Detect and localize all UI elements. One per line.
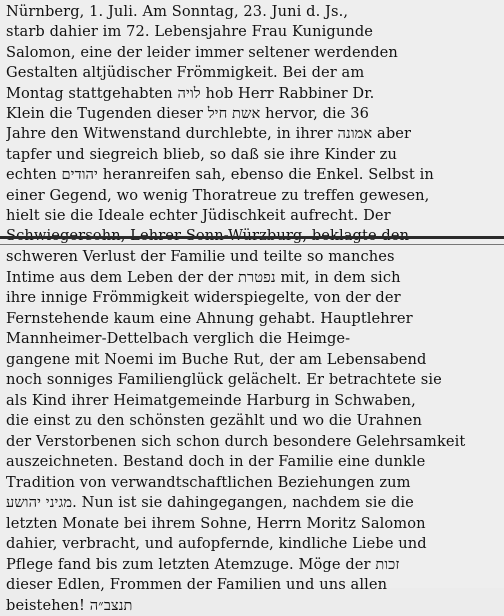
text-line: dieser Edlen, Frommen der Familien und uns allen [6, 575, 498, 596]
text-line: beistehen! תנצב״ה [6, 596, 498, 616]
text-line: Nürnberg, 1. Juli. Am Sonntag, 23. Juni d. Js., [6, 2, 498, 22]
text-line: מגיני יהושע. Nun ist sie dahingegangen, nachdem sie die [6, 493, 498, 514]
column-divider [0, 236, 504, 239]
text-line: die einst zu den schönsten gezählt und wo die Urahnen [6, 411, 498, 432]
text-line: starb dahier im 72. Lebensjahre Frau Kunigunde [6, 22, 498, 42]
text-line: noch sonniges Familienglück gelächelt. Er betrachtete sie [6, 370, 498, 391]
text-line: Intime aus dem Leben der der נפטרת mit, in dem sich [6, 268, 498, 289]
text-line: schweren Verlust der Familie und teilte so manches [6, 247, 498, 268]
column-divider-thin [0, 244, 504, 245]
text-line: gangene mit Noemi im Buche Rut, der am Lebensabend [6, 350, 498, 371]
text-line: Montag stattgehabten לויה hob Herr Rabbiner Dr. [6, 84, 498, 104]
text-line: einer Gegend, wo wenig Thoratreue zu treffen gewesen, [6, 186, 498, 206]
text-line: Fernstehende kaum eine Ahnung gehabt. Hauptlehrer [6, 309, 498, 330]
article-paragraph-bottom [6, 247, 498, 616]
text-line: echten יהודים heranreifen sah, ebenso die Enkel. Selbst in [6, 165, 498, 185]
text-line: auszeichneten. Bestand doch in der Familie eine dunkle [6, 452, 498, 473]
text-line: Klein die Tugenden dieser אשת חיל hervor, die 36 [6, 104, 498, 124]
text-line: Tradition von verwandtschaftlichen Beziehungen zum [6, 473, 498, 494]
text-line: letzten Monate bei ihrem Sohne, Herrn Moritz Salomon [6, 514, 498, 535]
text-line: dahier, verbracht, und aufopfernde, kindliche Liebe und [6, 534, 498, 555]
text-line: Salomon, eine der leider immer seltener werdenden [6, 43, 498, 63]
text-line: hielt sie die Ideale echter Jüdischkeit aufrecht. Der [6, 206, 498, 226]
text-line: Gestalten altjüdischer Frömmigkeit. Bei der am [6, 63, 498, 83]
text-line: ihre innige Frömmigkeit widerspiegelte, von der der [6, 288, 498, 309]
text-line: der Verstorbenen sich schon durch besondere Gelehrsamkeit [6, 432, 498, 453]
article-paragraph-top [6, 2, 498, 247]
text-line: als Kind ihrer Heimatgemeinde Harburg in Schwaben, [6, 391, 498, 412]
text-line: Mannheimer-Dettelbach verglich die Heimge- [6, 329, 498, 350]
text-line: Jahre den Witwenstand durchlebte, in ihrer אמונה aber [6, 124, 498, 144]
text-line: tapfer und siegreich blieb, so daß sie ihre Kinder zu [6, 145, 498, 165]
text-line: Pflege fand bis zum letzten Atemzuge. Möge der זכות [6, 555, 498, 576]
